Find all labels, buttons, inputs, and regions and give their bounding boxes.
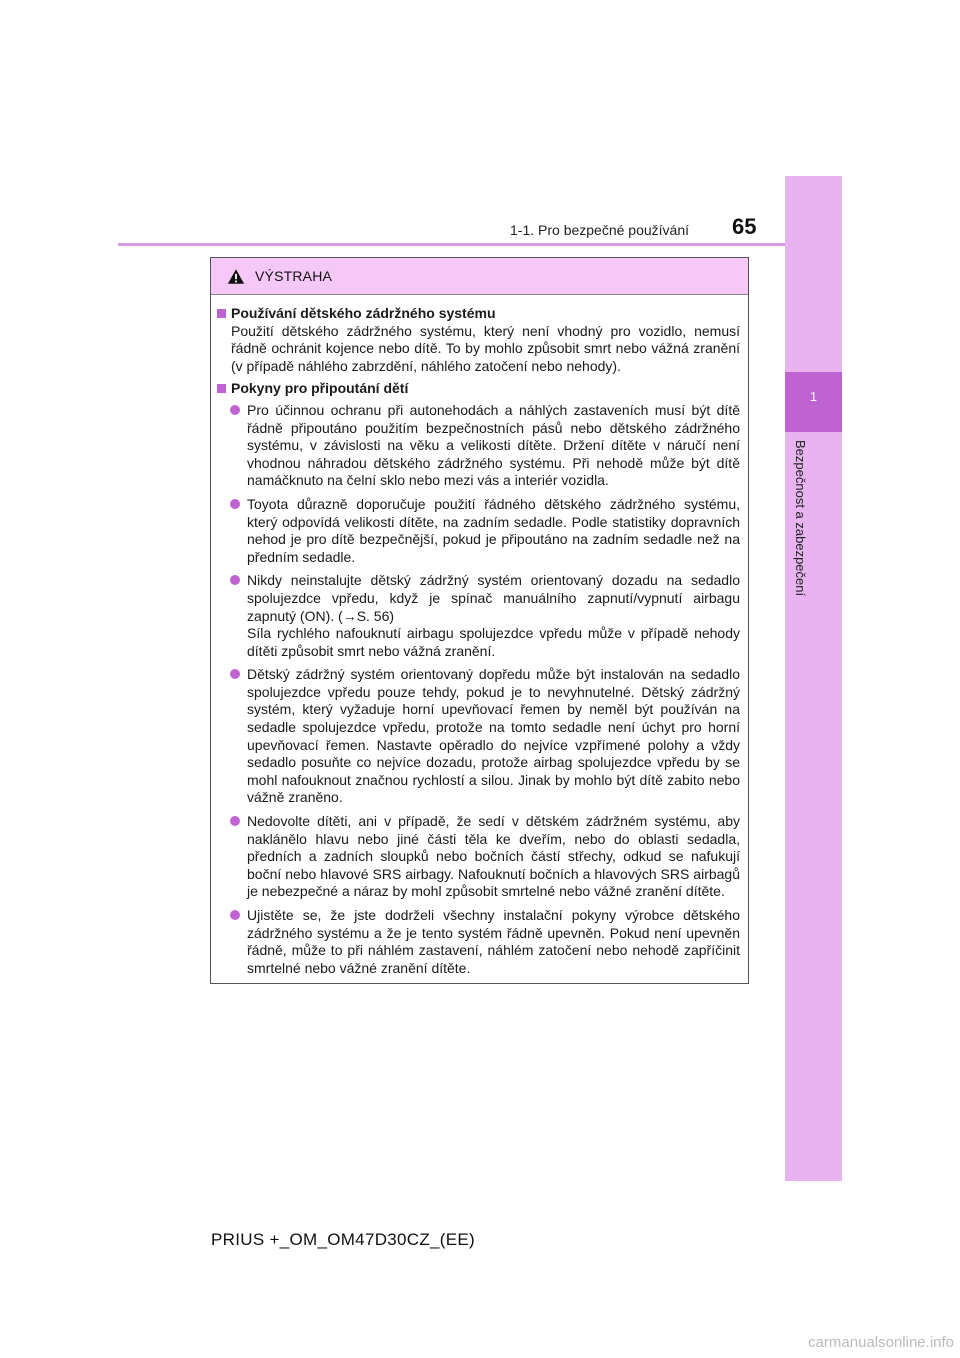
section-child-restraint-use: [217, 305, 740, 375]
chapter-side-tab: [785, 176, 842, 1181]
section-paragraph: Použití dětského zádržného systému, který není vhodný pro vozidlo, nemusí řádně ochránit kojence nebo dítě. To by mohlo způsobit smrt nebo vážná zranění (v případě náhlého zabrzdění, náhlého zatočení nebo nehody).: [231, 322, 740, 374]
dot-bullet-icon: [230, 669, 240, 679]
list-item: [217, 402, 740, 490]
section-heading-text: Pokyny pro připoutání dětí: [231, 380, 409, 397]
dot-bullet-icon: [230, 405, 240, 415]
section-child-fastening: [217, 380, 740, 977]
page-number: 65: [732, 214, 757, 239]
dot-bullet-icon: [230, 575, 240, 585]
dot-bullet-icon: [230, 816, 240, 826]
list-item-text: Dětský zádržný systém orientovaný dopředu může být instalován na sedadlo spolujezdce vpředu pouze tehdy, pokud je to nevyhnutelné. Dětský zádržný systém, který vyžaduje horní upevňovací řemen by neměl být používán na sedadle spolujezdce vpředu, protože na tomto sedadle není úchyt pro horní upevňovací řemen. Nastavte opěradlo do nejvíce vzpřímené polohy a vždy sedadlo posuňte co nejvíce dozadu, protože airbag spolujezdce vpředu by se mohl nafouknout značnou rychlostí a silou. Jinak by mohlo být dítě zabito nebo vážně zraněno.: [247, 666, 740, 806]
list-item-text: Ujistěte se, že jste dodrželi všechny instalační pokyny výrobce dětského zádržného systému a že je tento systém řádně upevněn. Pokud není upevněn řádně, může to při náhlém zastavení, náhlém zatočení nebo nehodě zapříčinit smrtelné nebo vážné zranění dítěte.: [247, 907, 740, 976]
document-id: PRIUS +_OM_OM47D30CZ_(EE): [211, 1230, 475, 1249]
list-item-text: Toyota důrazně doporučuje použití řádného dětského zádržného systému, který odpovídá velikosti dítěte, na zadním sedadle. Podle statistiky dopravních nehod je pro dítě bezpečnější, pokud je připoutáno na zadním sedadle než na předním sedadle.: [247, 495, 740, 565]
watermark[interactable]: carmanualsonline.info: [808, 1334, 954, 1351]
bullet-list: [217, 402, 740, 977]
warning-body: [211, 295, 748, 977]
dot-bullet-icon: [230, 910, 240, 920]
dot-bullet-icon: [230, 499, 240, 509]
warning-triangle-icon: [227, 268, 245, 285]
list-item: [217, 572, 740, 660]
chapter-label: Bezpečnost a zabezpečení: [793, 440, 808, 597]
list-item: [217, 907, 740, 977]
chapter-number-tab[interactable]: 1: [785, 372, 842, 432]
warning-box: [210, 257, 749, 984]
list-item-text: Pro účinnou ochranu při autonehodách a náhlých zastaveních musí být dítě řádně připoutáno použitím bezpečnostních pásů nebo dětského zádržného systému, v závislosti na věku a velikosti dítěte. Držení dítěte v náručí není vhodnou náhradou dětského zádržného systému. Při nehodě může být dítě namáčknuto na čelní sklo nebo mezi vás a interiér vozidla.: [247, 401, 740, 489]
header-divider: [118, 243, 785, 246]
list-item-text: Nedovolte dítěti, ani v případě, že sedí v dětském zádržném systému, aby naklánělo hlavu nebo jiné části těla ke dveřím, nebo do oblasti sedadla, předních a zadních sloupků nebo bočních částí střechy, odkud se nafukují boční nebo hlavové SRS airbagy. Nafouknutí bočních a hlavových SRS airbagů je nebezpečné a náraz by mohl způsobit smrtelné nebo vážné zranění dítěte.: [247, 813, 740, 900]
square-bullet-icon: [217, 309, 226, 318]
list-item: [217, 496, 740, 566]
section-title: 1-1. Pro bezpečné používání: [510, 222, 690, 238]
square-bullet-icon: [217, 384, 226, 393]
warning-header: [211, 258, 748, 295]
section-heading: [217, 305, 740, 323]
list-item: [217, 813, 740, 901]
list-item: [217, 666, 740, 807]
list-item-text: Nikdy neinstalujte dětský zádržný systém orientovaný dozadu na sedadlo spolujezdce vpředu, když je spínač manuálního zapnutí/vypnutí airbagu zapnutý (ON). (→S. 56) Síla rychlého nafouknutí airbagu spolujezdce vpředu může v případě nehody dítěti způsobit smrt nebo vážná zranění.: [247, 572, 740, 659]
warning-title: VÝSTRAHA: [255, 268, 333, 284]
section-heading: [217, 380, 740, 398]
section-heading-text: Používání dětského zádržného systému: [231, 305, 496, 321]
